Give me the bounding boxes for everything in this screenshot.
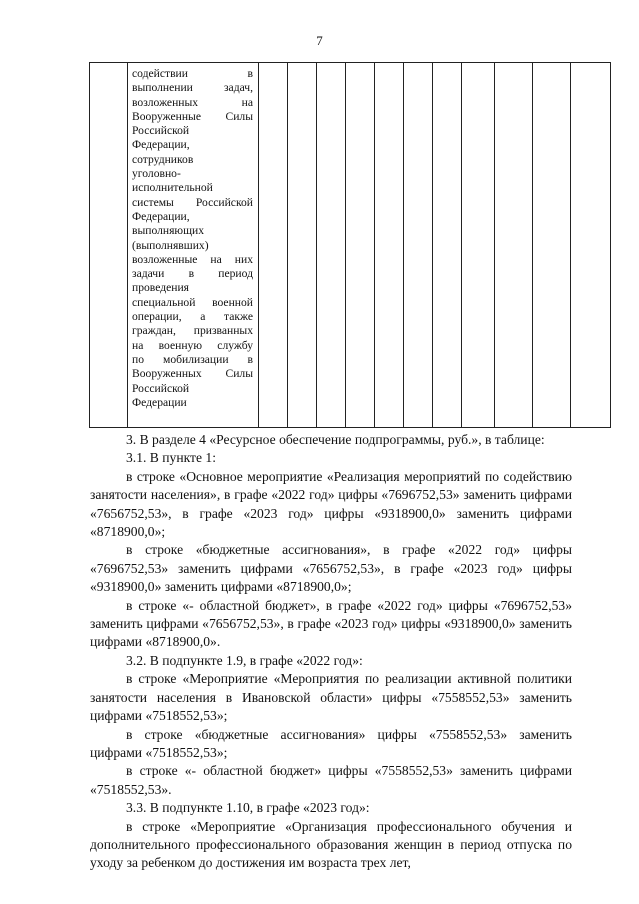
subsection-heading: 3.1. В пункте 1:: [126, 450, 216, 466]
table-cell-line: специальной военной: [132, 295, 253, 309]
table-cell-name: [128, 63, 259, 428]
paragraph: в строке «- областной бюджет» цифры «7558552,53» заменить цифрами «7518552,53».: [90, 763, 572, 797]
paragraph: в строке «бюджетные ассигнования» цифры «7558552,53» заменить цифрами «7518552,53»;: [90, 726, 572, 760]
table-cell: [288, 63, 317, 428]
section-heading: 3. В разделе 4 «Ресурсное обеспечение подпрограммы, руб.», в таблице:: [126, 432, 545, 447]
table-cell-line: возложенные на них: [132, 252, 253, 266]
table-cell-line: задачи в период: [132, 267, 253, 281]
table-cell: [433, 63, 462, 428]
subsection-heading: 3.3. В подпункте 1.10, в графе «2023 год»:: [126, 800, 370, 816]
table-cell: [495, 63, 533, 428]
table-cell-line: уголовно-: [132, 167, 181, 181]
table-cell-number: [90, 63, 128, 428]
table-cell-line: Российской: [132, 381, 190, 395]
paragraph: в строке «- областной бюджет», в графе «2022 год» цифры «7696752,53» заменить цифрами «7656752,53», в графе «2023 год» цифры «9318900,0» заменить цифрами «8718900,0».: [90, 597, 572, 650]
table-cell: [346, 63, 375, 428]
table-cell: [375, 63, 404, 428]
subsection-heading: 3.2. В подпункте 1.9, в графе «2022 год»:: [126, 652, 363, 668]
table-cell-line: Федерации,: [132, 209, 190, 223]
table-cell-line: Вооруженные Силы: [132, 109, 253, 123]
table-cell-line: (выполнявших): [132, 238, 209, 252]
table-cell-line: граждан, призванных: [132, 324, 253, 338]
table-cell-line: операции, а также: [132, 310, 253, 324]
table-cell-line: исполнительной: [132, 181, 213, 195]
table-cell-line: системы Российской: [132, 195, 253, 209]
table-cell-line: выполняющих: [132, 224, 205, 238]
table-cell-line: Российской: [132, 124, 190, 138]
table-cell-line: Вооруженных Силы: [132, 367, 253, 381]
table-cell: [462, 63, 495, 428]
table-cell: [317, 63, 346, 428]
table-cell-line: Федерации,: [132, 138, 190, 152]
paragraph: в строке «Мероприятие «Мероприятия по реализации активной политики занятости населения в Ивановской области» цифры «7558552,53» заменить цифрами «7518552,53»;: [90, 671, 572, 724]
table-cell-line: по мобилизации в: [132, 352, 253, 366]
table-cell-line: на военную службу: [132, 338, 253, 352]
table-cell-line: содействии в: [132, 67, 253, 80]
page-number: 7: [316, 33, 323, 48]
table-cell-line: выполнении задач,: [132, 81, 253, 95]
table-cell-line: сотрудников: [132, 152, 194, 166]
paragraph: в строке «Мероприятие «Организация профессионального обучения и дополнительного профессионального образования женщин в период отпуска по уходу за ребенком до достижения им возраста трех лет,: [90, 818, 572, 871]
amendment-text: [90, 431, 572, 873]
table-cell-line: Федерации: [132, 395, 187, 409]
table-cell-line: проведения: [132, 281, 189, 295]
table-cell: [404, 63, 433, 428]
table-row: [90, 63, 611, 428]
paragraph: в строке «бюджетные ассигнования», в графе «2022 год» цифры «7696752,53» заменить цифрами «7656752,53», в графе «2023 год» цифры «9318900,0» заменить цифрами «8718900,0»;: [90, 542, 572, 595]
paragraph: в строке «Основное мероприятие «Реализация мероприятий по содействию занятости населения», в графе «2022 год» цифры «7696752,53» заменить цифрами «7656752,53», в графе «2023 год» цифры «9318900,0» заменить цифрами «8718900,0»;: [90, 468, 572, 540]
table-cell-text: [128, 63, 258, 410]
continuation-table: [89, 62, 611, 428]
table-cell: [259, 63, 288, 428]
table-cell-line: возложенных на: [132, 95, 253, 109]
table-cell: [533, 63, 571, 428]
table-cell: [571, 63, 611, 428]
